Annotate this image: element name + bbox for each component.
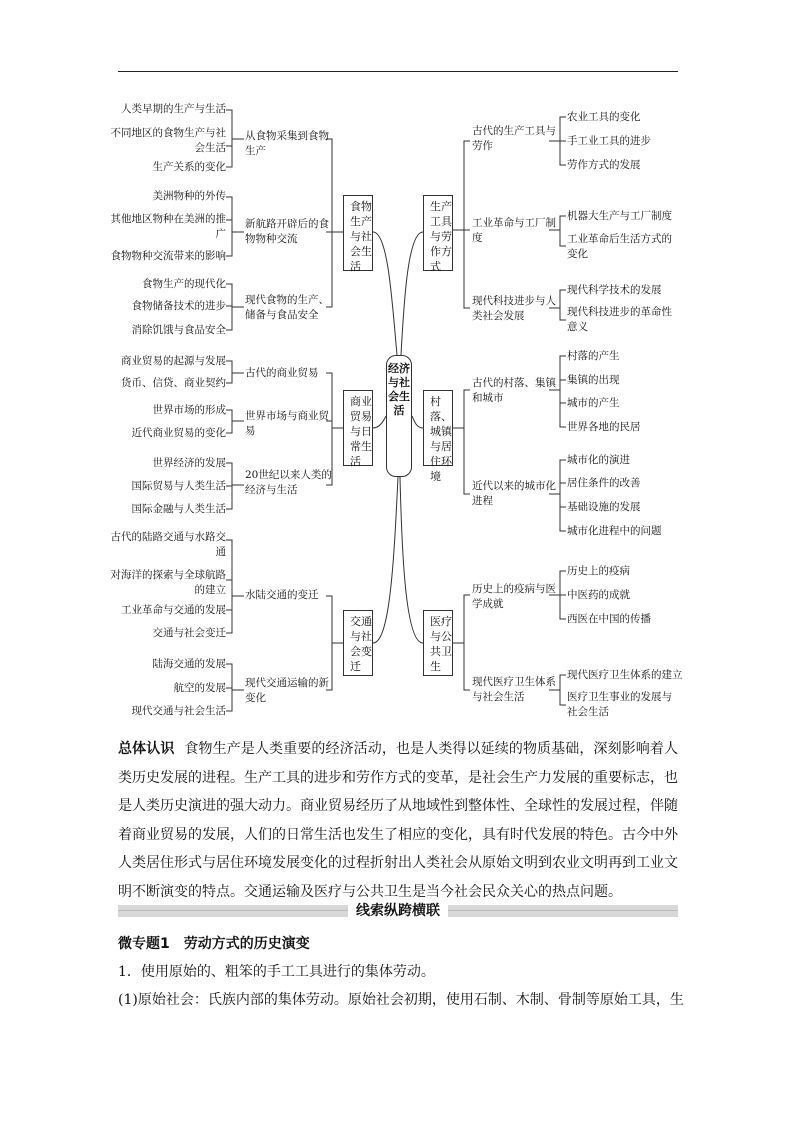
left-branch-label: 古代的商业贸易 [245, 367, 319, 379]
right-leaf-item: 西医在中国的传播 [567, 613, 651, 625]
left-leaf-item: 古代的陆路交通与水路交通 [110, 531, 226, 558]
section-title: 线索纵跨横联 [348, 903, 448, 919]
left-leaf-item: 食物生产的现代化 [142, 278, 226, 290]
left-leaf-item: 世界经济的发展 [152, 457, 226, 469]
left-branch-label: 新航路开辟后的食物物种交流 [245, 218, 329, 245]
right-leaf-item: 医疗卫生事业的发展与社会生活 [567, 691, 672, 718]
left-leaf-item: 现代交通与社会生活 [131, 705, 226, 717]
left-category-box: 商业贸易与日常生活 [343, 390, 373, 466]
right-category-box: 医疗与公共卫生 [423, 610, 453, 676]
left-branch-label: 20世纪以来人类的经济与生活 [245, 469, 332, 496]
left-leaf-item: 生产关系的变化 [152, 161, 226, 173]
right-leaf-item: 居住条件的改善 [567, 477, 641, 489]
right-category-box: 生产工具与劳作方式 [423, 195, 453, 271]
right-leaf-item: 基础设施的发展 [567, 501, 641, 513]
left-leaf-item: 货币、信贷、商业契约 [121, 377, 226, 389]
mindmap-center-node: 经济与社会生活 [386, 355, 412, 477]
left-leaf-item: 不同地区的食物生产与社会生活 [110, 127, 226, 154]
left-branch-label: 现代食物的生产、储备与食品安全 [245, 294, 329, 321]
left-leaf-item: 食物储备技术的进步 [131, 300, 226, 312]
section-banner [118, 901, 678, 921]
right-leaf-item: 历史上的疫病 [567, 565, 630, 577]
right-branch-label: 工业革命与工厂制度 [472, 217, 556, 244]
left-leaf-item: 陆海交通的发展 [152, 658, 226, 670]
left-branch-label: 世界市场与商业贸易 [245, 410, 329, 437]
summary-text: 食物生产是人类重要的经济活动，也是人类得以延续的物质基础，深刻影响着人类历史发展的进程。生产工具的进步和劳作方式的变革，是社会生产力发展的重要标志，也是人类历史演进的强大动力。商业贸易经历了从地域性到整体性、全球性的发展过程，伴随着商业贸易的发展，人们的日常生活也发生了相应的变化，具有时代发展的特色。古今中外人类居住形式与居住环境发展变化的过程折射出人类社会从原始文明到农业文明再到工业文明不断演变的特点。交通运输及医疗与公共卫生是当今社会民众关心的热点问题。 [118, 741, 678, 900]
topic-number: 微专题1 [118, 936, 170, 952]
right-leaf-item: 机器大生产与工厂制度 [567, 210, 672, 222]
right-leaf-item: 城市化进程中的问题 [567, 525, 662, 537]
right-leaf-item: 中医药的成就 [567, 589, 630, 601]
left-leaf-item: 航空的发展 [173, 682, 226, 694]
right-leaf-item: 世界各地的民居 [567, 421, 641, 433]
left-leaf-item: 近代商业贸易的变化 [131, 427, 226, 439]
body-line: (1)原始社会：氏族内部的集体劳动。原始社会初期，使用石制、木制、骨制等原始工具，生 [118, 992, 684, 1008]
right-leaf-item: 现代科学技术的发展 [567, 284, 662, 296]
left-category-box: 食物生产与社会生活 [343, 195, 373, 271]
left-category-box: 交通与社会变迁 [343, 610, 373, 676]
left-leaf-item: 人类早期的生产与生活 [121, 103, 226, 115]
left-branch-label: 现代交通运输的新变化 [245, 677, 329, 704]
left-leaf-item: 美洲物种的外传 [152, 190, 226, 202]
right-leaf-item: 集镇的出现 [567, 374, 620, 386]
left-leaf-item: 消除饥饿与食品安全 [131, 324, 226, 336]
topic-heading [118, 934, 310, 954]
right-branch-label: 近代以来的城市化进程 [472, 480, 556, 507]
left-leaf-item: 对海洋的探索与全球航路的建立 [110, 569, 226, 596]
left-leaf-item: 工业革命与交通的发展 [121, 604, 226, 616]
right-branch-label: 古代的村落、集镇和城市 [472, 377, 556, 404]
right-branch-label: 古代的生产工具与劳作 [472, 125, 556, 152]
right-leaf-item: 手工业工具的进步 [567, 135, 651, 147]
right-leaf-item: 现代科技进步的革命性意义 [567, 306, 672, 333]
right-branch-label: 现代医疗卫生体系与社会生活 [472, 676, 556, 703]
right-leaf-item: 农业工具的变化 [567, 111, 641, 123]
right-branch-label: 历史上的疫病与医学成就 [472, 583, 556, 610]
left-leaf-item: 商业贸易的起源与发展 [121, 355, 226, 367]
left-leaf-item: 交通与社会变迁 [152, 627, 226, 639]
left-leaf-item: 食物物种交流带来的影响 [110, 250, 226, 262]
body-line: 1．使用原始的、粗笨的手工工具进行的集体劳动。 [118, 964, 435, 980]
right-leaf-item: 村落的产生 [567, 350, 620, 362]
topic-title: 劳动方式的历史演变 [183, 936, 310, 952]
right-leaf-item: 现代医疗卫生体系的建立 [567, 669, 683, 681]
left-leaf-item: 世界市场的形成 [152, 404, 226, 416]
right-leaf-item: 工业革命后生活方式的变化 [567, 233, 672, 260]
summary-paragraph [118, 735, 678, 906]
right-leaf-item: 城市的产生 [567, 397, 620, 409]
left-branch-label: 从食物采集到食物生产 [245, 130, 329, 157]
left-leaf-item: 国际贸易与人类生活 [131, 480, 226, 492]
right-branch-label: 现代科技进步与人类社会发展 [472, 295, 556, 322]
left-branch-label: 水陆交通的变迁 [245, 589, 319, 601]
right-leaf-item: 劳作方式的发展 [567, 159, 641, 171]
right-category-box: 村落、城镇与居住环境 [423, 390, 453, 466]
right-leaf-item: 城市化的演进 [567, 454, 630, 466]
left-leaf-item: 其他地区物种在美洲的推广 [110, 213, 226, 240]
summary-label: 总体认识 [118, 741, 175, 757]
left-leaf-item: 国际金融与人类生活 [131, 503, 226, 515]
